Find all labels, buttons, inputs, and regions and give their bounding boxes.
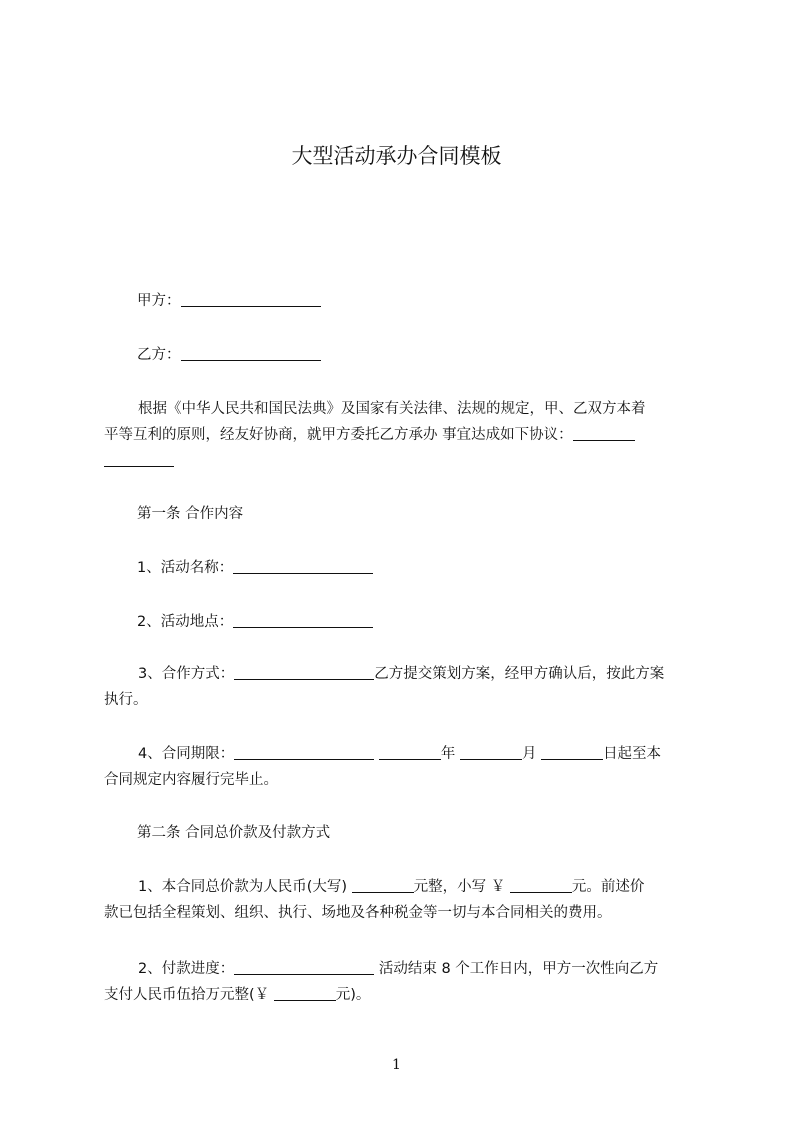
party-a-blank bbox=[181, 292, 321, 307]
preamble-blank-2 bbox=[104, 452, 174, 467]
payment-2 bbox=[104, 956, 724, 1008]
item-3 bbox=[104, 661, 724, 713]
party-b-label: 乙方： bbox=[137, 347, 181, 363]
party-a-line bbox=[137, 292, 321, 310]
page-number: 1 bbox=[392, 1057, 401, 1073]
payment-1-line-1: 1、本合同总价款为人民币(大写) 元整，小写 ￥ 元。前述价 bbox=[138, 879, 645, 895]
item-4-line-2: 合同规定内容履行完毕止。 bbox=[104, 772, 278, 788]
item-1-blank bbox=[233, 559, 373, 574]
preamble-blank-1 bbox=[573, 426, 635, 441]
payment-1-line-2: 款已包括全程策划、组织、执行、场地及各种税金等一切与本合同相关的费用。 bbox=[104, 905, 612, 921]
item-3-line-1: 3、合作方式： 乙方提交策划方案，经甲方确认后，按此方案 bbox=[138, 666, 665, 682]
preamble-line-2: 平等互利的原则，经友好协商，就甲方委托乙方承办 事宜达成如下协议： bbox=[104, 422, 704, 448]
payment-1 bbox=[104, 874, 724, 926]
item-2-line bbox=[137, 613, 373, 631]
item-4-blank-day bbox=[541, 745, 603, 760]
item-3-line-2: 执行。 bbox=[104, 692, 148, 708]
preamble-line-1: 根据《中华人民共和国民法典》及国家有关法律、法规的规定，甲、乙双方本着 bbox=[138, 401, 646, 417]
party-a-label: 甲方： bbox=[137, 293, 181, 309]
article-1-heading: 第一条 合作内容 bbox=[137, 506, 244, 522]
preamble-line-3 bbox=[104, 448, 704, 474]
item-4-blank-year bbox=[379, 745, 441, 760]
payment-2-line-1: 2、付款进度： 活动结束 8 个工作日内，甲方一次性向乙方 bbox=[138, 961, 659, 977]
payment-2-line-2: 支付人民币伍拾万元整(￥ 元)。 bbox=[104, 987, 371, 1003]
item-4-line-1: 4、合同期限： 年 月 日起至本 bbox=[138, 746, 662, 762]
item-4-blank-month bbox=[460, 745, 522, 760]
document-title: 大型活动承办合同模板 bbox=[291, 144, 502, 168]
item-3-blank bbox=[234, 665, 374, 680]
article-2-heading: 第二条 合同总价款及付款方式 bbox=[137, 825, 331, 841]
payment-2-blank bbox=[234, 960, 374, 975]
payment-1-blank-amount bbox=[510, 878, 572, 893]
item-1-label: 1、活动名称： bbox=[137, 560, 234, 576]
payment-2-blank-amount bbox=[274, 986, 336, 1001]
preamble bbox=[104, 396, 704, 474]
item-4 bbox=[104, 741, 724, 793]
item-2-blank bbox=[233, 613, 373, 628]
payment-1-blank-capital bbox=[352, 878, 414, 893]
item-1-line bbox=[137, 559, 373, 577]
item-4-blank-term bbox=[234, 745, 374, 760]
item-2-label: 2、活动地点： bbox=[137, 614, 234, 630]
party-b-line bbox=[137, 346, 321, 364]
party-b-blank bbox=[181, 346, 321, 361]
